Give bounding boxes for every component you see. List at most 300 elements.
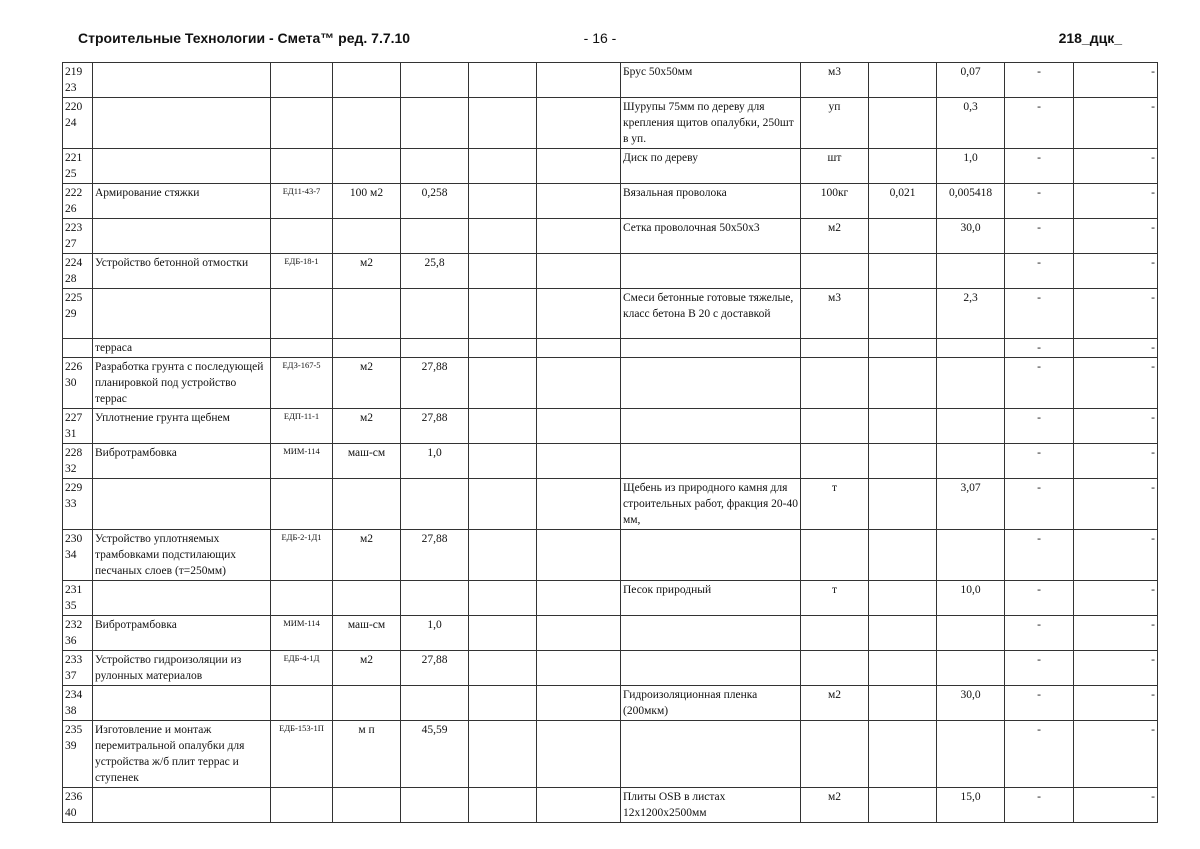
code-text: МИМ-114	[283, 446, 320, 456]
cell-munit	[801, 616, 869, 651]
cell-qty	[401, 289, 469, 339]
name-text: Устройство гидроизоляции из рулонных материалов	[95, 654, 242, 682]
total-text: -	[1151, 447, 1155, 459]
cell-mqty	[937, 63, 1005, 98]
cell-empty	[537, 581, 621, 616]
table-row	[63, 149, 1158, 184]
cell-total	[1074, 581, 1158, 616]
cell-unit	[333, 63, 401, 98]
code-text: ЕДП-11-1	[283, 411, 320, 421]
table-row	[63, 184, 1158, 219]
mqty-text: 30,0	[960, 222, 981, 234]
qty-text: 27,88	[421, 533, 448, 545]
cell-empty	[537, 616, 621, 651]
cell-qty	[401, 444, 469, 479]
cell-empty	[469, 479, 537, 530]
total-text: -	[1151, 187, 1155, 199]
name-text: терраса	[95, 342, 133, 354]
cell-mnorm	[869, 289, 937, 339]
cell-qty	[401, 63, 469, 98]
name-text: Уплотнение грунта щебнем	[95, 412, 230, 424]
cell-code	[271, 409, 333, 444]
cell-empty	[469, 219, 537, 254]
material-text: Плиты OSB в листах 12х1200х2500мм	[623, 791, 726, 819]
unit-text: 100 м2	[349, 187, 384, 199]
cell-mnorm	[869, 339, 937, 358]
cell-empty	[537, 358, 621, 409]
price-text: -	[1037, 342, 1041, 354]
cell-empty	[469, 721, 537, 788]
cell-num	[63, 444, 93, 479]
cell-code	[271, 788, 333, 823]
cell-mnorm	[869, 358, 937, 409]
price-text: -	[1037, 66, 1041, 78]
table-row	[63, 530, 1158, 581]
cell-name	[93, 788, 271, 823]
cell-unit	[333, 530, 401, 581]
name-text: Вибротрамбовка	[95, 619, 177, 631]
cell-mnorm	[869, 149, 937, 184]
cell-material	[621, 616, 801, 651]
cell-price	[1005, 530, 1074, 581]
cell-name	[93, 444, 271, 479]
material-text: Щебень из природного камня для строительных работ, фракция 20-40 мм,	[623, 482, 798, 526]
total-text: -	[1151, 482, 1155, 494]
cell-name	[93, 409, 271, 444]
cell-num	[63, 651, 93, 686]
cell-munit	[801, 581, 869, 616]
qty-text: 45,59	[421, 724, 448, 736]
price-text: -	[1037, 222, 1041, 234]
cell-price	[1005, 339, 1074, 358]
cell-mqty	[937, 149, 1005, 184]
cell-mnorm	[869, 651, 937, 686]
cell-material	[621, 530, 801, 581]
num-text: 230 34	[65, 533, 83, 561]
table-row	[63, 254, 1158, 289]
cell-mqty	[937, 358, 1005, 409]
table-row	[63, 63, 1158, 98]
name-text: Устройство уплотняемых трамбовками подстилающих песчаных слоев (т=250мм)	[95, 533, 237, 577]
unit-text: м2	[359, 654, 374, 666]
price-text: -	[1037, 292, 1041, 304]
cell-material	[621, 219, 801, 254]
cell-code	[271, 254, 333, 289]
table-row	[63, 444, 1158, 479]
table-row	[63, 581, 1158, 616]
cell-empty	[537, 686, 621, 721]
price-text: -	[1037, 412, 1041, 424]
material-text: Смеси бетонные готовые тяжелые, класс бетона В 20 с доставкой	[623, 292, 794, 320]
munit-text: шт	[827, 152, 842, 164]
cell-munit	[801, 479, 869, 530]
cell-mqty	[937, 479, 1005, 530]
cell-price	[1005, 581, 1074, 616]
cell-unit	[333, 254, 401, 289]
price-text: -	[1037, 361, 1041, 373]
cell-name	[93, 339, 271, 358]
qty-text: 1,0	[427, 619, 442, 631]
cell-name	[93, 530, 271, 581]
cell-qty	[401, 788, 469, 823]
cell-code	[271, 581, 333, 616]
total-text: -	[1151, 66, 1155, 78]
cell-mqty	[937, 686, 1005, 721]
price-text: -	[1037, 533, 1041, 545]
cell-price	[1005, 721, 1074, 788]
num-text: 220 24	[65, 101, 83, 129]
qty-text: 27,88	[421, 361, 448, 373]
cell-empty	[469, 358, 537, 409]
cell-unit	[333, 788, 401, 823]
total-text: -	[1151, 412, 1155, 424]
total-text: -	[1151, 101, 1155, 113]
total-text: -	[1151, 292, 1155, 304]
num-text: 226 30	[65, 361, 83, 389]
cell-mqty	[937, 219, 1005, 254]
mqty-text: 1,0	[963, 152, 978, 164]
name-text: Изготовление и монтаж перемитральной опалубки для устройства ж/б плит террас и ступенек	[95, 724, 245, 784]
cell-munit	[801, 184, 869, 219]
cell-munit	[801, 289, 869, 339]
price-text: -	[1037, 447, 1041, 459]
cell-mqty	[937, 444, 1005, 479]
cell-unit	[333, 98, 401, 149]
qty-text: 1,0	[427, 447, 442, 459]
mqty-text: 30,0	[960, 689, 981, 701]
table-row	[63, 651, 1158, 686]
cell-mnorm	[869, 98, 937, 149]
page-number: - 16 -	[583, 30, 617, 46]
cell-munit	[801, 409, 869, 444]
cell-qty	[401, 219, 469, 254]
material-text: Диск по дереву	[623, 152, 698, 164]
cell-code	[271, 721, 333, 788]
price-text: -	[1037, 187, 1041, 199]
code-text: ЕДЗ-167-5	[282, 360, 321, 370]
cell-munit	[801, 444, 869, 479]
cell-material	[621, 149, 801, 184]
cell-total	[1074, 530, 1158, 581]
cell-name	[93, 616, 271, 651]
total-text: -	[1151, 342, 1155, 354]
cell-total	[1074, 651, 1158, 686]
cell-mqty	[937, 651, 1005, 686]
cell-empty	[537, 479, 621, 530]
num-text: 229 33	[65, 482, 83, 510]
table-row	[63, 788, 1158, 823]
total-text: -	[1151, 654, 1155, 666]
qty-text: 0,258	[421, 187, 448, 199]
cell-empty	[537, 289, 621, 339]
cell-qty	[401, 409, 469, 444]
material-text: Гидроизоляционная пленка (200мкм)	[623, 689, 758, 717]
cell-num	[63, 184, 93, 219]
cell-price	[1005, 409, 1074, 444]
cell-num	[63, 409, 93, 444]
cell-empty	[537, 788, 621, 823]
cell-material	[621, 63, 801, 98]
material-text: Песок природный	[623, 584, 712, 596]
cell-empty	[469, 616, 537, 651]
cell-num	[63, 788, 93, 823]
name-text: Разработка грунта с последующей планировкой под устройство террас	[95, 361, 264, 405]
cell-munit	[801, 63, 869, 98]
cell-empty	[537, 721, 621, 788]
cell-mnorm	[869, 581, 937, 616]
cell-num	[63, 339, 93, 358]
cell-price	[1005, 651, 1074, 686]
munit-text: т	[831, 584, 838, 596]
cell-munit	[801, 721, 869, 788]
cell-mnorm	[869, 254, 937, 289]
table-row	[63, 358, 1158, 409]
cell-code	[271, 289, 333, 339]
mqty-text: 0,07	[960, 66, 981, 78]
code-text: МИМ-114	[283, 618, 320, 628]
cell-price	[1005, 686, 1074, 721]
table-row	[63, 686, 1158, 721]
cell-price	[1005, 358, 1074, 409]
cell-num	[63, 289, 93, 339]
cell-name	[93, 149, 271, 184]
cell-empty	[469, 409, 537, 444]
cell-empty	[469, 63, 537, 98]
cell-qty	[401, 98, 469, 149]
cell-price	[1005, 444, 1074, 479]
unit-text: маш-см	[347, 619, 386, 631]
cell-mqty	[937, 530, 1005, 581]
price-text: -	[1037, 619, 1041, 631]
cell-price	[1005, 63, 1074, 98]
cell-mqty	[937, 788, 1005, 823]
material-text: Сетка проволочная 50х50х3	[623, 222, 760, 234]
num-text: 221 25	[65, 152, 83, 180]
cell-material	[621, 289, 801, 339]
cell-code	[271, 358, 333, 409]
cell-empty	[537, 63, 621, 98]
cell-total	[1074, 339, 1158, 358]
cell-num	[63, 98, 93, 149]
cell-mnorm	[869, 63, 937, 98]
cell-munit	[801, 686, 869, 721]
cell-total	[1074, 358, 1158, 409]
cell-total	[1074, 98, 1158, 149]
cell-empty	[537, 651, 621, 686]
cell-qty	[401, 721, 469, 788]
num-text: 228 32	[65, 447, 83, 475]
cell-munit	[801, 149, 869, 184]
name-text: Вибротрамбовка	[95, 447, 177, 459]
cell-name	[93, 581, 271, 616]
cell-price	[1005, 149, 1074, 184]
cell-num	[63, 581, 93, 616]
cell-empty	[469, 254, 537, 289]
cell-qty	[401, 479, 469, 530]
cell-total	[1074, 219, 1158, 254]
unit-text: м п	[358, 724, 375, 736]
cell-num	[63, 358, 93, 409]
code-text: ЕДБ-4-1Д	[283, 653, 320, 663]
cell-qty	[401, 149, 469, 184]
cell-price	[1005, 788, 1074, 823]
cell-mnorm	[869, 409, 937, 444]
cell-empty	[469, 530, 537, 581]
cell-code	[271, 339, 333, 358]
cell-total	[1074, 788, 1158, 823]
cell-num	[63, 721, 93, 788]
munit-text: м2	[827, 791, 842, 803]
cell-mqty	[937, 409, 1005, 444]
cell-munit	[801, 651, 869, 686]
num-text: 233 37	[65, 654, 83, 682]
estimate-table	[62, 62, 1158, 823]
document-code: 218_дцк_	[1058, 30, 1122, 46]
cell-num	[63, 63, 93, 98]
cell-total	[1074, 616, 1158, 651]
total-text: -	[1151, 152, 1155, 164]
cell-empty	[469, 651, 537, 686]
cell-total	[1074, 721, 1158, 788]
num-text: 236 40	[65, 791, 83, 819]
cell-empty	[469, 444, 537, 479]
cell-qty	[401, 184, 469, 219]
qty-text: 27,88	[421, 654, 448, 666]
num-text: 235 39	[65, 724, 83, 752]
cell-mqty	[937, 289, 1005, 339]
cell-munit	[801, 339, 869, 358]
cell-munit	[801, 358, 869, 409]
cell-empty	[469, 339, 537, 358]
num-text: 227 31	[65, 412, 83, 440]
cell-material	[621, 686, 801, 721]
cell-material	[621, 721, 801, 788]
cell-mqty	[937, 98, 1005, 149]
num-text: 219 23	[65, 66, 83, 94]
cell-unit	[333, 479, 401, 530]
cell-mqty	[937, 339, 1005, 358]
cell-name	[93, 184, 271, 219]
cell-unit	[333, 616, 401, 651]
price-text: -	[1037, 101, 1041, 113]
cell-mqty	[937, 721, 1005, 788]
qty-text: 27,88	[421, 412, 448, 424]
cell-unit	[333, 339, 401, 358]
cell-mnorm	[869, 530, 937, 581]
cell-price	[1005, 219, 1074, 254]
estimate-rows	[63, 63, 1158, 823]
name-text: Устройство бетонной отмостки	[95, 257, 249, 269]
cell-empty	[469, 184, 537, 219]
cell-name	[93, 651, 271, 686]
cell-code	[271, 184, 333, 219]
cell-price	[1005, 479, 1074, 530]
cell-mnorm	[869, 479, 937, 530]
cell-name	[93, 254, 271, 289]
cell-material	[621, 339, 801, 358]
table-row	[63, 409, 1158, 444]
unit-text: маш-см	[347, 447, 386, 459]
mqty-text: 0,3	[963, 101, 978, 113]
total-text: -	[1151, 689, 1155, 701]
cell-empty	[469, 98, 537, 149]
cell-name	[93, 63, 271, 98]
cell-code	[271, 444, 333, 479]
cell-unit	[333, 219, 401, 254]
cell-munit	[801, 254, 869, 289]
cell-unit	[333, 184, 401, 219]
code-text: ЕДБ-18-1	[284, 256, 319, 266]
price-text: -	[1037, 482, 1041, 494]
cell-mnorm	[869, 444, 937, 479]
cell-mnorm	[869, 184, 937, 219]
total-text: -	[1151, 724, 1155, 736]
cell-unit	[333, 149, 401, 184]
cell-unit	[333, 686, 401, 721]
cell-empty	[537, 530, 621, 581]
cell-material	[621, 358, 801, 409]
material-text: Брус 50х50мм	[623, 66, 693, 78]
cell-code	[271, 651, 333, 686]
total-text: -	[1151, 619, 1155, 631]
table-row	[63, 98, 1158, 149]
price-text: -	[1037, 791, 1041, 803]
mqty-text: 3,07	[960, 482, 981, 494]
price-text: -	[1037, 689, 1041, 701]
cell-code	[271, 149, 333, 184]
cell-qty	[401, 651, 469, 686]
cell-qty	[401, 616, 469, 651]
cell-mnorm	[869, 616, 937, 651]
cell-total	[1074, 254, 1158, 289]
cell-code	[271, 98, 333, 149]
cell-mnorm	[869, 686, 937, 721]
cell-total	[1074, 63, 1158, 98]
cell-munit	[801, 219, 869, 254]
cell-empty	[469, 581, 537, 616]
cell-total	[1074, 444, 1158, 479]
cell-code	[271, 219, 333, 254]
cell-price	[1005, 616, 1074, 651]
mqty-text: 15,0	[960, 791, 981, 803]
cell-qty	[401, 581, 469, 616]
table-row	[63, 721, 1158, 788]
num-text: 224 28	[65, 257, 83, 285]
num-text: 234 38	[65, 689, 83, 717]
cell-empty	[537, 254, 621, 289]
unit-text: м2	[359, 533, 374, 545]
num-text: 225 29	[65, 292, 83, 320]
cell-qty	[401, 686, 469, 721]
cell-material	[621, 254, 801, 289]
cell-name	[93, 358, 271, 409]
cell-code	[271, 530, 333, 581]
cell-material	[621, 409, 801, 444]
cell-munit	[801, 98, 869, 149]
cell-mqty	[937, 616, 1005, 651]
mnorm-text: 0,021	[889, 187, 916, 199]
cell-code	[271, 616, 333, 651]
cell-name	[93, 98, 271, 149]
cell-material	[621, 479, 801, 530]
code-text: ЕД11-43-7	[282, 186, 321, 196]
cell-unit	[333, 444, 401, 479]
header-app-title: Строительные Технологии - Смета™ ред. 7.7.10	[78, 30, 411, 46]
cell-name	[93, 289, 271, 339]
munit-text: м2	[827, 222, 842, 234]
cell-mnorm	[869, 721, 937, 788]
price-text: -	[1037, 584, 1041, 596]
